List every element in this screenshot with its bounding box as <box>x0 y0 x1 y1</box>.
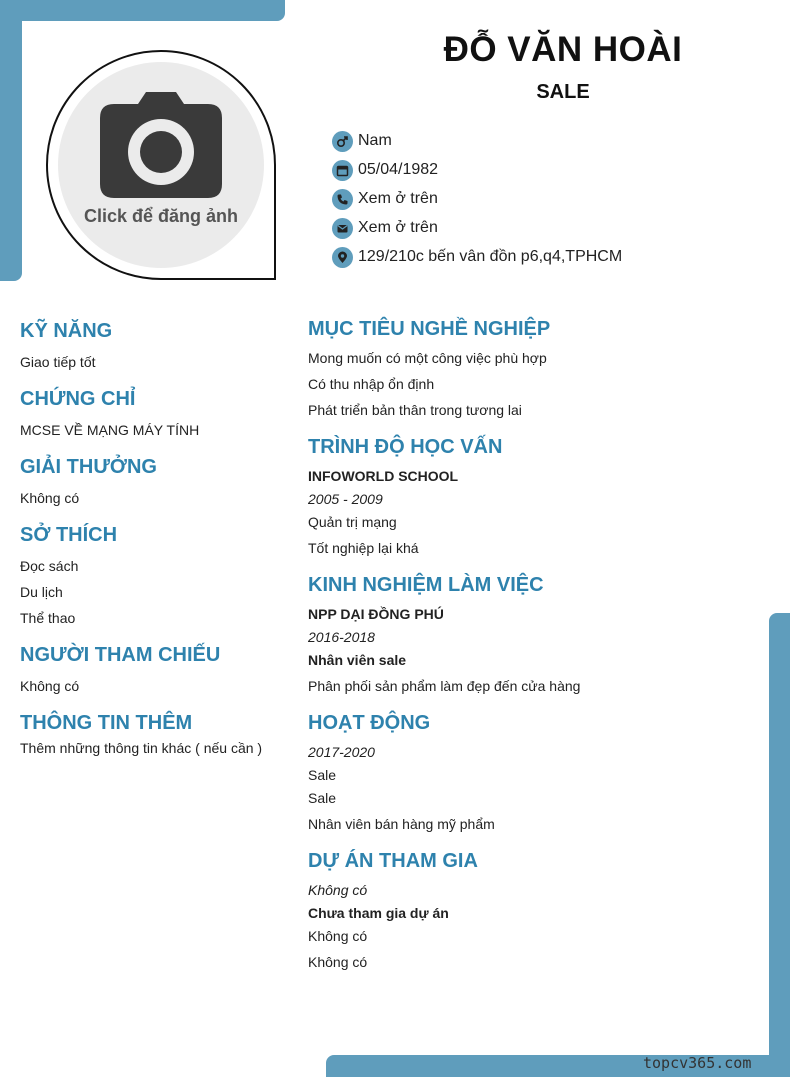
education-period: 2005 - 2009 <box>308 491 383 507</box>
list-item: Không có <box>308 954 368 970</box>
section-additional-info <box>20 710 290 758</box>
contact-gender-text: Nam <box>358 132 392 149</box>
section-skills <box>20 318 290 372</box>
section-certificates <box>20 386 290 440</box>
calendar-icon <box>332 160 353 181</box>
section-title: DỰ ÁN THAM GIA <box>308 850 478 872</box>
list-item: Không có <box>20 490 80 506</box>
education-major: Quản trị mạng <box>308 514 397 530</box>
section-career-objective <box>308 316 763 420</box>
section-title: HOẠT ĐỘNG <box>308 712 431 734</box>
candidate-name: ĐỖ VĂN HOÀI <box>443 30 683 69</box>
list-item: Không có <box>20 678 80 694</box>
contact-birthday-text: 05/04/1982 <box>358 161 439 178</box>
contact-email <box>332 217 438 239</box>
company-name: NPP DẠI ĐỒNG PHÚ <box>308 606 444 622</box>
section-title: KỸ NĂNG <box>20 320 113 342</box>
photo-placeholder[interactable] <box>58 62 264 268</box>
list-item: Sale <box>308 790 337 806</box>
job-position: Nhân viên sale <box>308 652 407 668</box>
section-title: SỞ THÍCH <box>20 524 118 546</box>
list-item: Sale <box>308 767 337 783</box>
school-name: INFOWORLD SCHOOL <box>308 468 459 484</box>
section-activities <box>308 710 763 834</box>
candidate-role: SALE <box>536 81 590 103</box>
decor-bar-left <box>0 0 22 281</box>
contact-email-text: Xem ở trên <box>358 219 438 236</box>
section-hobbies <box>20 522 290 628</box>
section-title: NGƯỜI THAM CHIẾU <box>20 644 221 666</box>
project-name: Chưa tham gia dự án <box>308 905 449 921</box>
decor-bar-right <box>769 613 790 1077</box>
list-item: Giao tiếp tốt <box>20 354 96 370</box>
gender-icon <box>332 131 353 152</box>
education-grade: Tốt nghiệp lại khá <box>308 540 419 556</box>
watermark: topcv365.com <box>643 1054 752 1072</box>
section-education <box>308 434 763 558</box>
list-item: Đọc sách <box>20 558 79 574</box>
camera-icon <box>100 92 222 198</box>
list-item: MCSE VỀ MẠNG MÁY TÍNH <box>20 422 200 438</box>
section-projects <box>308 848 763 972</box>
photo-upload-label: Click để đăng ảnh <box>83 206 239 226</box>
section-work-experience <box>308 572 763 696</box>
section-awards <box>20 454 290 508</box>
contact-address <box>332 246 622 268</box>
contact-phone <box>332 188 438 210</box>
experience-period: 2016-2018 <box>308 629 375 645</box>
left-column <box>20 318 290 772</box>
list-item: Thêm những thông tin khác ( nếu cần ) <box>20 740 263 756</box>
list-item: Có thu nhập ổn định <box>308 376 435 392</box>
photo-upload[interactable] <box>46 50 276 280</box>
list-item: Thể thao <box>20 610 76 626</box>
section-title: CHỨNG CHỈ <box>20 388 136 410</box>
list-item: Du lịch <box>20 584 63 600</box>
section-title: MỤC TIÊU NGHỀ NGHIỆP <box>308 318 551 340</box>
contact-phone-text: Xem ở trên <box>358 190 438 207</box>
list-item: Không có <box>308 928 368 944</box>
job-description: Phân phối sản phẩm làm đẹp đến cửa hàng <box>308 678 581 694</box>
list-item: Nhân viên bán hàng mỹ phẩm <box>308 816 495 832</box>
decor-bar-top <box>0 0 285 21</box>
list-item: Mong muốn có một công việc phù hợp <box>308 350 547 366</box>
contact-birthday <box>332 159 438 181</box>
location-icon <box>332 247 353 268</box>
activity-period: 2017-2020 <box>308 744 375 760</box>
section-title: TRÌNH ĐỘ HỌC VẤN <box>308 436 503 458</box>
section-title: GIẢI THƯỞNG <box>20 456 157 478</box>
project-period: Không có <box>308 882 368 898</box>
phone-icon <box>332 189 353 210</box>
email-icon <box>332 218 353 239</box>
list-item: Phát triển bản thân trong tương lai <box>308 402 522 418</box>
contact-address-text: 129/210c bến vân đồn p6,q4,TPHCM <box>358 248 623 265</box>
section-references <box>20 642 290 696</box>
right-column <box>308 316 763 986</box>
contact-gender <box>332 130 392 152</box>
section-title: THÔNG TIN THÊM <box>20 712 193 734</box>
section-title: KINH NGHIỆM LÀM VIỆC <box>308 574 544 596</box>
